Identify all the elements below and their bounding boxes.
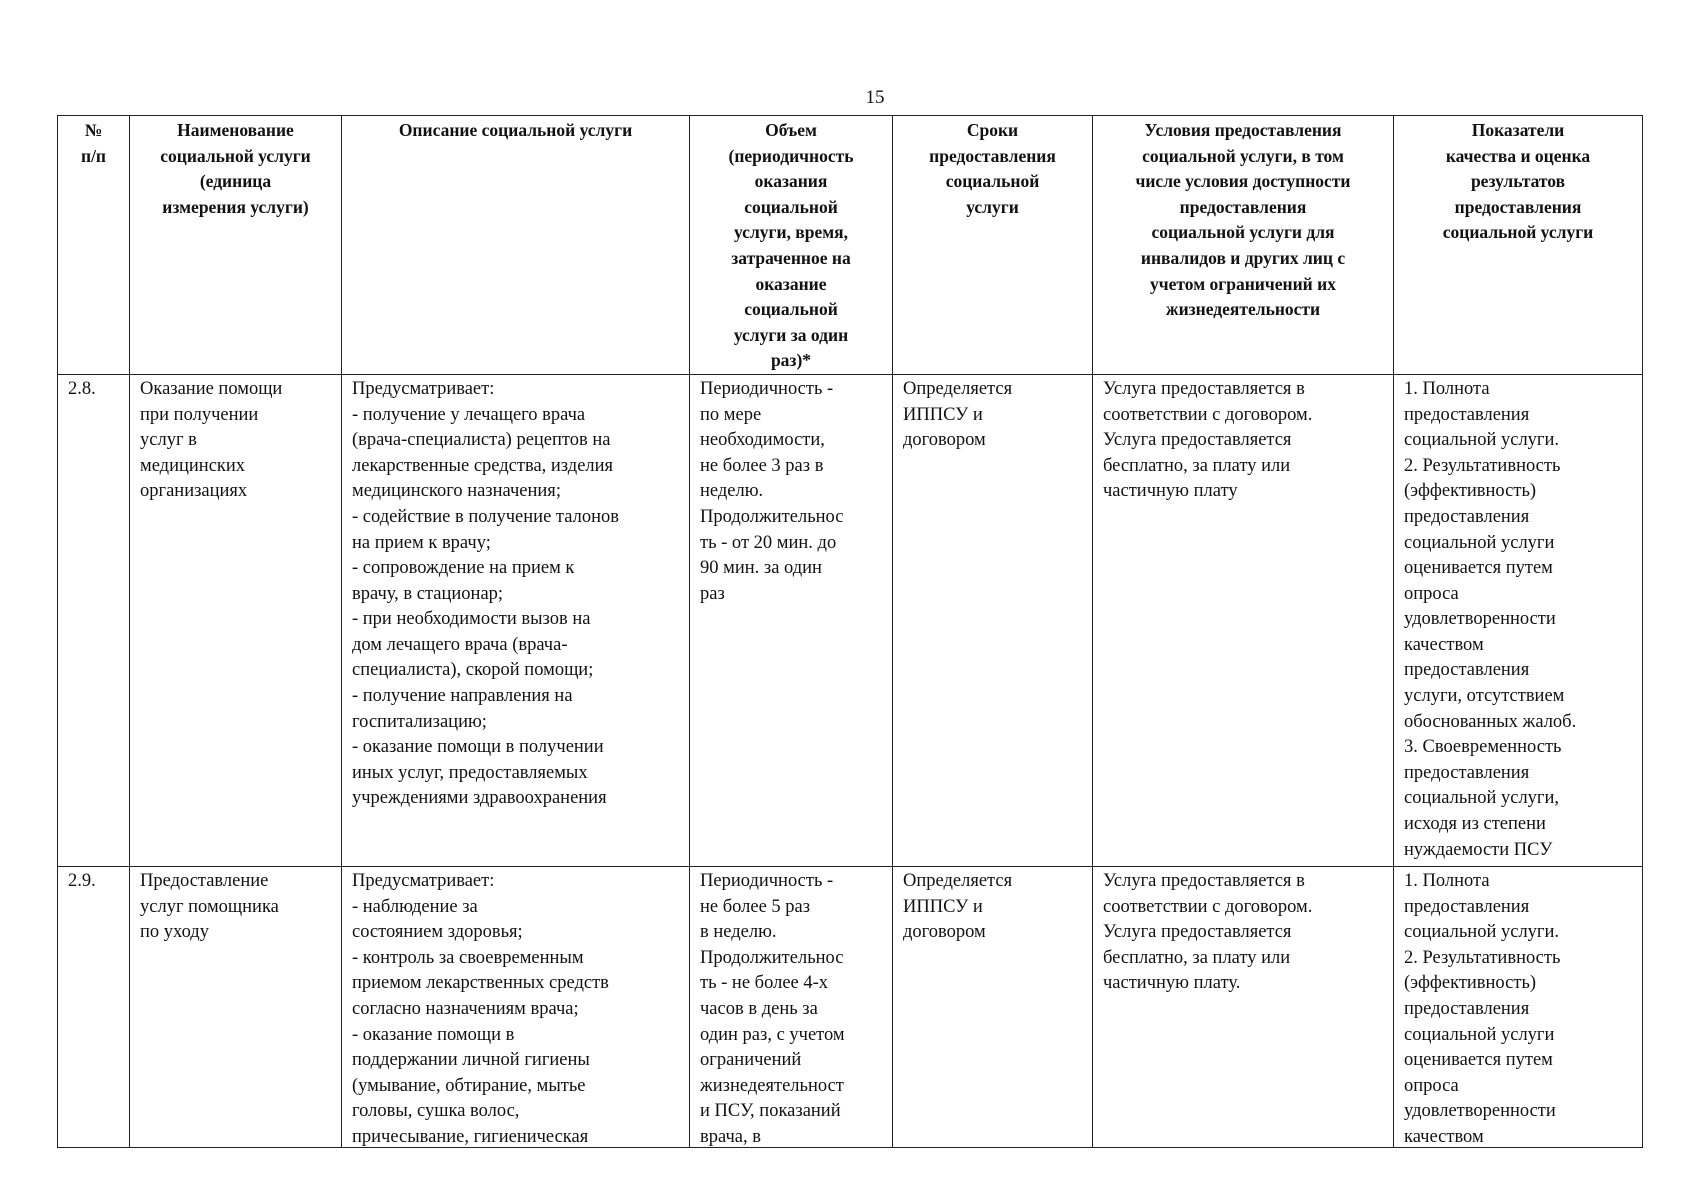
table-row [58,374,1643,866]
row-number: 2.9. [68,870,96,891]
service-indicators: 1. Полнота предоставления социальной услуги. 2. Результативность (эффективность) предоставления социальной услуги оценивается путем опроса удовлетворенности качеством предоставления услуги, отсутствием обоснованных жалоб. 3. Своевременность предоставления социальной услуги, исходя из степени нуждаемости ПСУ [1394,374,1643,866]
service-terms: Определяется ИППСУ и договором [893,374,1093,866]
service-name-cell [130,866,342,1147]
service-volume-cell [690,866,893,1147]
service-conditions: Услуга предоставляется в соответствии с договором. Услуга предоставляется бесплатно, за плату или частичную плату [1093,374,1394,866]
header-number: № п/п [58,116,130,375]
service-terms: Определяется ИППСУ и договором [903,870,1013,943]
service-indicators: 1. Полнота предоставления социальной услуги. 2. Результативность (эффективность) предоставления социальной услуги оценивается путем опроса удовлетворенности качеством [1404,870,1561,1147]
service-name: Оказание помощи при получении услуг в медицинских организациях [130,374,342,866]
service-terms-cell [893,866,1093,1147]
header-description: Описание социальной услуги [342,116,690,375]
service-volume: Периодичность - не более 5 раз в неделю. Продолжительнос ть - не более 4-х часов в день за один раз, с учетом ограничений жизнедеятельност и ПСУ, показаний врача, в [700,870,845,1147]
page-number: 15 [865,87,885,108]
service-description-cell [342,866,690,1147]
service-description: Предусматривает: - наблюдение за состоянием здоровья; - контроль за своевременным приемом лекарственных средств согласно назначениям врача; - оказание помощи в поддержании личной гигиены (умывание, обтирание, мытье головы, сушка волос, причесывание, гигиеническая [352,870,609,1147]
service-conditions: Услуга предоставляется в соответствии с договором. Услуга предоставляется бесплатно, за плату или частичную плату. [1103,870,1313,994]
service-description: Предусматривает: - получение у лечащего врача (врача-специалиста) рецептов на лекарственные средства, изделия медицинского назначения; - содействие в получение талонов на прием к врачу; - сопровождение на прием к врачу, в стационар; - при необходимости вызов на дом лечащего врача (врача- специалиста), скорой помощи; - получение направления на госпитализацию; - оказание помощи в получении иных услуг, предоставляемых учреждениями здравоохранения [342,374,690,866]
header-service-name: Наименование социальной услуги (единица измерения услуги) [130,116,342,375]
service-conditions-cell [1093,866,1394,1147]
service-volume: Периодичность - по мере необходимости, не более 3 раз в неделю. Продолжительнос ть - от 20 мин. до 90 мин. за один раз [690,374,893,866]
header-indicators: Показатели качества и оценка результатов предоставления социальной услуги [1394,116,1643,375]
services-table [57,115,1643,1148]
row-number: 2.8. [58,374,130,866]
header-terms: Сроки предоставления социальной услуги [893,116,1093,375]
header-volume: Объем (периодичность оказания социальной услуги, время, затраченное на оказание социальной услуги за один раз)* [690,116,893,375]
table-row [58,866,1643,1147]
service-indicators-cell [1394,866,1643,1147]
table-header-row [58,116,1643,375]
row-number-cell [58,866,130,1147]
service-name: Предоставление услуг помощника по уходу [140,870,279,943]
header-conditions: Условия предоставления социальной услуги, в том числе условия доступности предоставления социальной услуги для инвалидов и других лиц с учетом ограничений их жизнедеятельности [1093,116,1394,375]
